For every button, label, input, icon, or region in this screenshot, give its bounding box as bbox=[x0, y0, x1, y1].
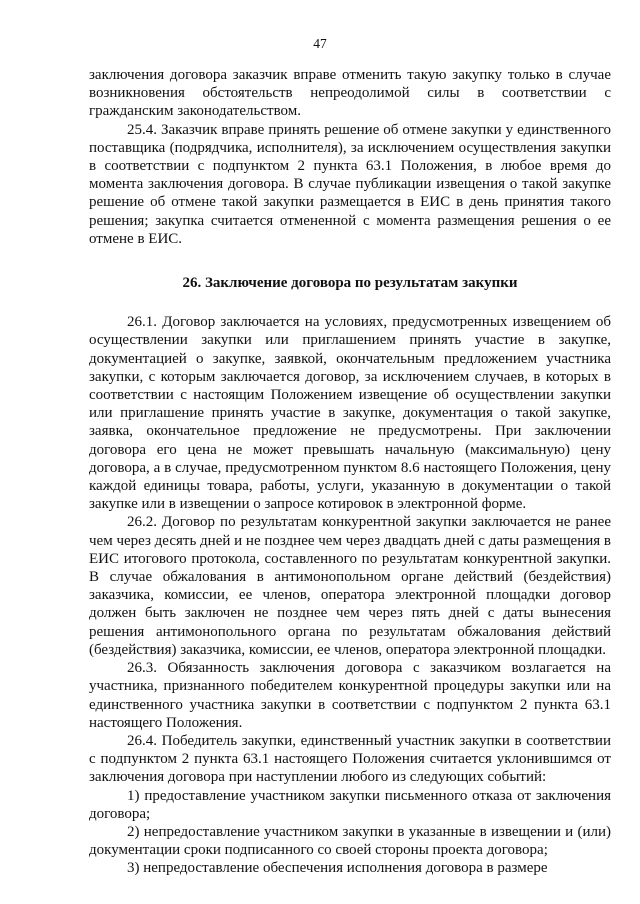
paragraph-25-4: 25.4. Заказчик вправе принять решение об отмене закупки у единственного поставщика (подрядчика, исполнителя), за исключением осуществления закупки в соответствии с подпунктом 2 пункта 63.1 Положения, в любое время до момента заключения договора. В случае публикации извещения о такой закупке решение об отмене такой закупки размещается в ЕИС в день принятия такого решения; закупка считается отмененной с момента размещения решения о ее отмене в ЕИС. bbox=[89, 121, 611, 247]
paragraph-continuation: заключения договора заказчик вправе отменить такую закупку только в случае возникновения обстоятельств непреодолимой силы в соответствии с гражданским законодательством. bbox=[89, 67, 611, 120]
section-heading: 26. Заключение договора по результатам закупки bbox=[182, 275, 518, 292]
paragraph-26-3: 26.3. Обязанность заключения договора с заказчиком возлагается на участника, признанного победителем конкурентной процедуры закупки или на единственного участника закупки в соответствии с подпунктом 2 пункта 63.1 настоящего Положения. bbox=[89, 660, 611, 731]
paragraph-26-2: 26.2. Договор по результатам конкурентной закупки заключается не ранее чем через десять дней и не позднее чем через двадцать дней с даты размещения в ЕИС итогового протокола, составленного по результатам конкурентной закупки. В случае обжалования в антимонопольном органе действий (бездействия) заказчика, комиссии, ее членов, оператора электронной площадки договор должен быть заключен не позднее чем через пять дней с даты вынесения решения антимонопольного органа по результатам обжалования действий (бездействия) заказчика, комиссии, ее членов, оператора электронной площадки. bbox=[89, 514, 611, 658]
list-item-1: 1) предоставление участником закупки письменного отказа от заключения договора; bbox=[89, 787, 611, 822]
list-item-2: 2) непредоставление участником закупки в указанные в извещении и (или) документации сроки подписанного со своей стороны проекта договора; bbox=[89, 823, 611, 859]
paragraph-26-1: 26.1. Договор заключается на условиях, предусмотренных извещением об осуществлении закупки или приглашением принять участие в закупке, документацией о закупке, заявкой, окончательным предложением участника закупки, с которым заключается договор, за исключением случаев, в которых в соответствии с настоящим Положением извещение об осуществлении закупки или приглашение принять участие в закупке, документация о такой закупке, заявка, окончательное предложение не предусмотрены. При заключении договора его цена не может превышать начальную (максимальную) цену договора, а в случае, предусмотренном пунктом 8.6 настоящего Положения, цену каждой единицы товара, работы, услуги, указанную в документации о такой закупке или в извещении о запросе котировок в электронной форме. bbox=[89, 314, 611, 513]
list-item-3: 3) непредоставление обеспечения исполнения договора в размере bbox=[127, 860, 548, 877]
document-body bbox=[89, 66, 611, 878]
paragraph-26-4: 26.4. Победитель закупки, единственный участник закупки в соответствии с подпунктом 2 пункта 63.1 настоящего Положения считается уклонившимся от заключения договора при наступлении любого из следующих событий: bbox=[89, 732, 611, 786]
page-number: 47 bbox=[313, 36, 327, 51]
